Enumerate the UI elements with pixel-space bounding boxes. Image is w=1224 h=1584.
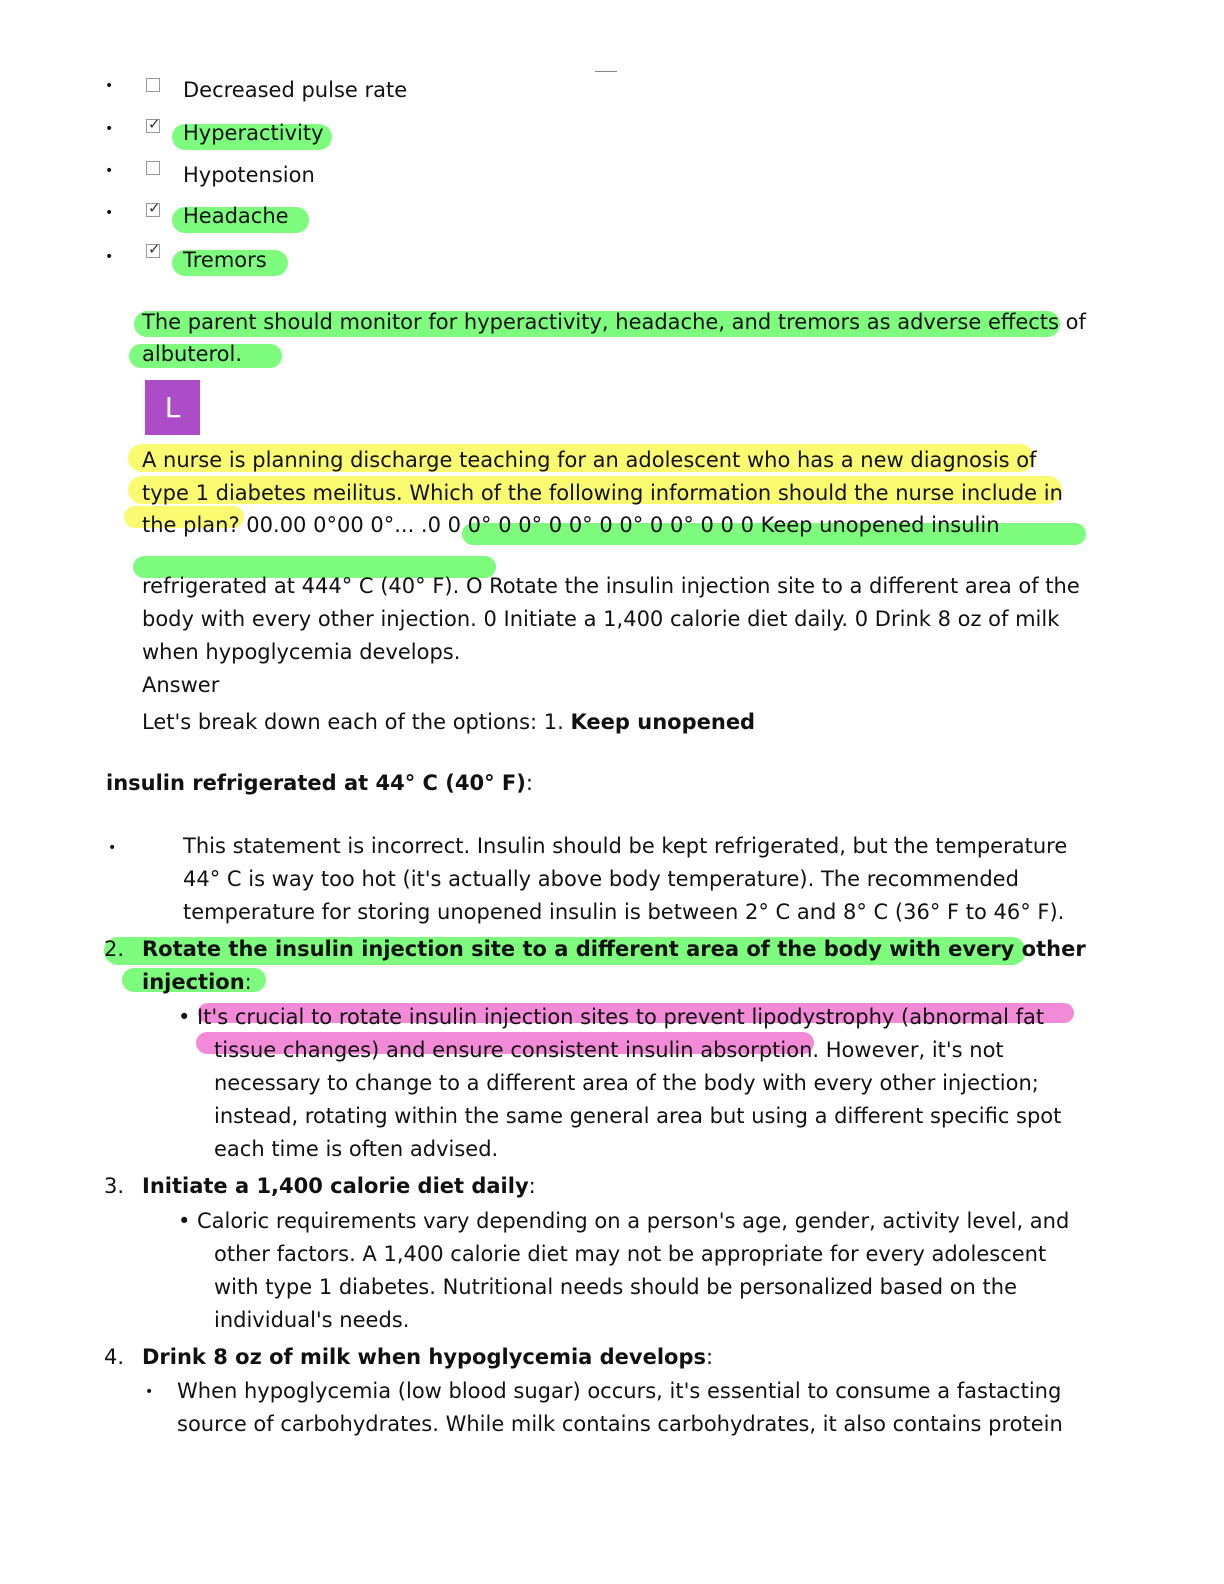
checkbox-checked[interactable] xyxy=(146,115,161,133)
option2-heading-line2-bold: injection xyxy=(142,970,245,994)
option3-heading-bold: Initiate a 1,400 calorie diet daily xyxy=(142,1174,529,1198)
option2-number: 2. xyxy=(104,937,125,961)
option4-bullet-line: source of carbohydrates. While milk contains carbohydrates, it also contains protein xyxy=(177,1412,1063,1436)
option2-bullet-line xyxy=(214,1034,1004,1067)
sub-bullet: • xyxy=(178,1005,191,1029)
sub-bullet: • xyxy=(178,1209,191,1233)
question-line-3 xyxy=(142,509,1000,542)
checkbox-checked[interactable] xyxy=(146,240,161,258)
option2-heading-line2 xyxy=(142,966,252,999)
checklist-item-label: Hyperactivity xyxy=(183,121,324,145)
option1-bullet-line: temperature for storing unopened insulin is between 2° C and 8° C (36° F to 46° F). xyxy=(183,900,1065,924)
option3-heading xyxy=(142,1170,536,1203)
checkbox-unchecked[interactable] xyxy=(146,78,160,92)
option2-heading-line1 xyxy=(142,933,1086,966)
breakdown-intro-text: Let's break down each of the options: 1. xyxy=(142,710,571,734)
question-line-6: when hypoglycemia develops. xyxy=(142,640,461,664)
option3-bullet-line: other factors. A 1,400 calorie diet may not be appropriate for every adolescent xyxy=(214,1242,1047,1266)
breakdown-intro xyxy=(142,706,755,739)
option2-bullet-line: each time is often advised. xyxy=(214,1137,499,1161)
checklist-item-label: Tremors xyxy=(183,248,267,272)
option1-bullet-line: This statement is incorrect. Insulin should be kept refrigerated, but the temperature xyxy=(183,834,1068,858)
option3-bullet-line: with type 1 diabetes. Nutritional needs should be personalized based on the xyxy=(214,1275,1018,1299)
checklist-item-label: Hypotension xyxy=(183,163,315,187)
option2-bullet-line-highlighted: tissue changes) and ensure consistent insulin absorption. xyxy=(214,1038,820,1062)
checkmark-icon: ✓ xyxy=(148,115,161,133)
option3-number: 3. xyxy=(104,1174,125,1198)
checklist-item-label: Decreased pulse rate xyxy=(183,78,408,102)
option2-heading-line1-bold: Rotate the insulin injection site to a different area of the body with every other xyxy=(142,937,1086,961)
question-line-1: A nurse is planning discharge teaching for an adolescent who has a new diagnosis of xyxy=(142,448,1037,472)
checkmark-icon: ✓ xyxy=(148,240,161,258)
rationale-line-2: albuterol. xyxy=(142,342,243,366)
option4-number: 4. xyxy=(104,1345,125,1369)
question-line-2: type 1 diabetes meilitus. Which of the following information should the nurse include in xyxy=(142,481,1063,505)
option4-heading xyxy=(142,1341,713,1374)
option3-bullet-line: individual's needs. xyxy=(214,1308,410,1332)
option4-heading-bold: Drink 8 oz of milk when hypoglycemia develops xyxy=(142,1345,707,1369)
bullet: • xyxy=(145,1384,154,1400)
bullet: • xyxy=(108,840,117,856)
option1-heading-bold: insulin refrigerated at 44° C (40° F) xyxy=(106,771,526,795)
option4-heading-suffix: : xyxy=(706,1345,714,1369)
answer-label: Answer xyxy=(142,673,220,697)
bullet: • xyxy=(105,205,114,221)
bullet: • xyxy=(105,249,114,265)
question-line-4: refrigerated at 444° C (40° F). O Rotate the insulin injection site to a different area of the xyxy=(142,574,1080,598)
option2-bullet-line: It's crucial to rotate insulin injection sites to prevent lipodystrophy (abnormal fat xyxy=(197,1005,1045,1029)
user-avatar[interactable]: L xyxy=(145,380,200,435)
checklist-item-label: Headache xyxy=(183,204,289,228)
option2-heading-suffix: : xyxy=(244,970,252,994)
option3-heading-suffix: : xyxy=(528,1174,536,1198)
option1-heading-suffix: : xyxy=(525,771,533,795)
option2-bullet-line: necessary to change to a different area of the body with every other injection; xyxy=(214,1071,1039,1095)
checkbox-checked[interactable] xyxy=(146,199,161,217)
header-mark xyxy=(595,71,617,72)
question-line-3-prefix: the plan? 00.00 0°00 0°... .0 0 0 xyxy=(142,513,482,537)
bullet: • xyxy=(105,163,114,179)
option1-bullet-line: 44° C is way too hot (it's actually above body temperature). The recommended xyxy=(183,867,1019,891)
checkbox-unchecked[interactable] xyxy=(146,161,160,175)
checkmark-icon: ✓ xyxy=(148,199,161,217)
question-line-5: body with every other injection. 0 Initiate a 1,400 calorie diet daily. 0 Drink 8 oz of milk xyxy=(142,607,1060,631)
option2-bullet-line: instead, rotating within the same general area but using a different specific spot xyxy=(214,1104,1062,1128)
rationale-line-1: The parent should monitor for hyperactivity, headache, and tremors as adverse effects of xyxy=(142,310,1086,334)
bullet: • xyxy=(105,121,114,137)
question-line-3-suffix: ° 0 0° 0 0° 0 0° 0 0° 0 0 0 Keep unopened insulin xyxy=(481,513,1000,537)
bullet: • xyxy=(105,78,114,94)
option4-bullet-line: When hypoglycemia (low blood sugar) occurs, it's essential to consume a fastacting xyxy=(177,1379,1062,1403)
option3-bullet-line: Caloric requirements vary depending on a person's age, gender, activity level, and xyxy=(197,1209,1070,1233)
option1-heading xyxy=(106,767,533,800)
breakdown-intro-bold: Keep unopened xyxy=(570,710,756,734)
option2-bullet-line-rest: However, it's not xyxy=(819,1038,1004,1062)
